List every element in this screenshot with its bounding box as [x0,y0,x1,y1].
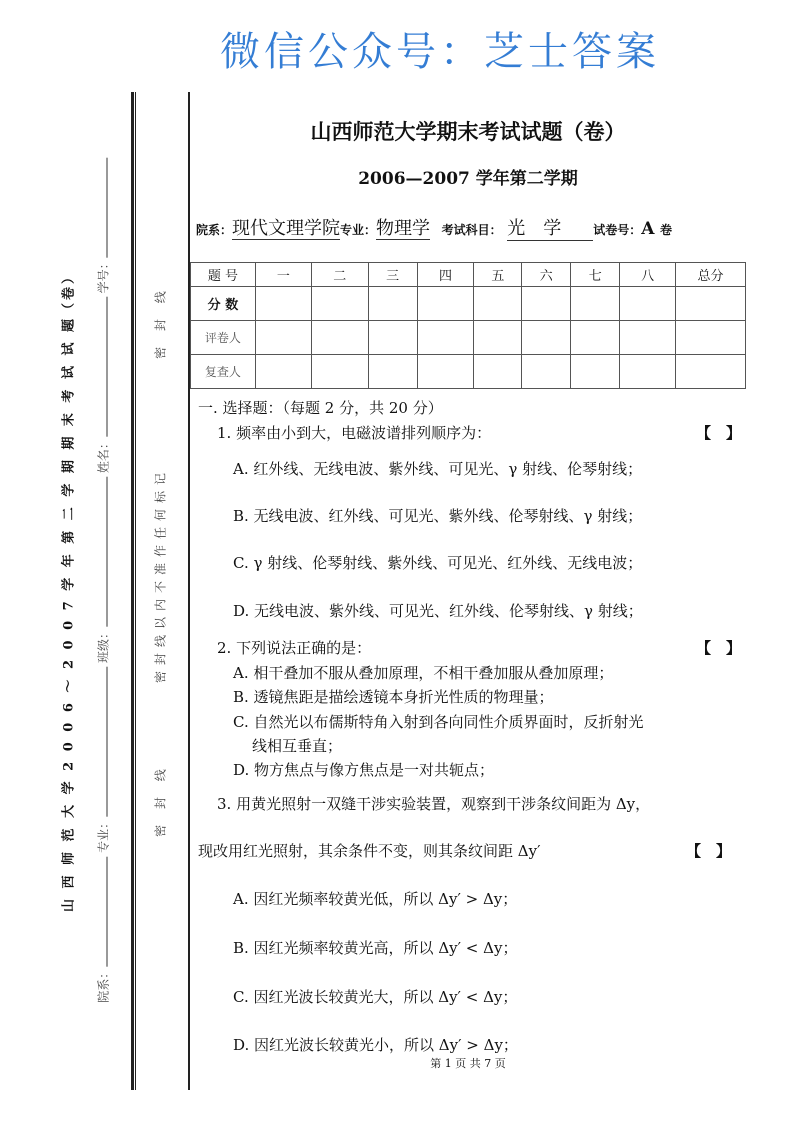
q2-stem: 2. 下列说法正确的是： [217,639,372,657]
section-heading: 一. 选择题：（每题 2 分，共 20 分） [198,399,443,417]
table-row [191,287,746,321]
table-row [191,355,746,389]
q3-option-c: C. 因红光波长较黄光大，所以 Δy′ < Δy； [233,988,518,1006]
dept-value: 现代文理学院 [232,218,341,239]
q3-option-b: B. 因红光频率较黄光高，所以 Δy′ < Δy； [233,939,518,957]
q3-option-a: A. 因红光频率较黄光低，所以 Δy′ > Δy； [233,890,518,908]
reviewer-cell[interactable] [417,355,474,389]
header-cell: 三 [368,263,417,287]
major-value: 物理学 [376,218,431,239]
q3-option-d: D. 因红光波长较黄光小，所以 Δy′ > Δy； [233,1036,518,1054]
margin-line-inner [135,92,136,1090]
dept-label: 院系： [196,223,233,237]
field-dept-blank[interactable] [107,857,108,967]
grader-cell[interactable] [474,321,522,355]
header-cell: 八 [620,263,676,287]
reviewer-cell[interactable] [474,355,522,389]
header-cell: 总分 [676,263,746,287]
q1-option-c: C. γ 射线、伦琴射线、紫外线、可见光、红外线、无线电波； [233,554,643,572]
exam-info-row [196,214,672,241]
table-header-row [191,263,746,287]
header-cell: 二 [311,263,368,287]
reviewer-cell[interactable] [620,355,676,389]
reviewer-cell[interactable] [571,355,620,389]
row-label-reviewer: 复查人 [191,355,256,389]
field-id: 学号： [96,257,111,294]
header-cell: 七 [571,263,620,287]
q2-answer-bracket[interactable]: 【 】 [696,639,742,657]
paper-suffix: 卷 [660,223,673,237]
q1-answer-bracket[interactable]: 【 】 [696,424,742,442]
major-label: 专业： [340,223,377,237]
score-cell[interactable] [571,287,620,321]
grader-cell[interactable] [311,321,368,355]
header-cell: 一 [255,263,311,287]
grader-cell[interactable] [522,321,571,355]
q2-option-d: D. 物方焦点与像方焦点是一对共轭点； [233,761,495,779]
header-cell: 题 号 [191,263,256,287]
header-cell: 四 [417,263,474,287]
seal-line-top: 密 封 线 [153,285,168,359]
subject-value: 光 学 [507,214,593,241]
page-footer: 第 1 页 共 7 页 [430,1057,506,1070]
field-class: 班级： [96,626,111,664]
row-label-score: 分 数 [191,287,256,321]
score-cell[interactable] [620,287,676,321]
grader-cell[interactable] [620,321,676,355]
field-class-blank[interactable] [107,477,108,627]
q2-option-a: A. 相干叠加不服从叠加原理，不相干叠加服从叠加原理； [233,664,614,682]
field-major: 专业： [96,816,111,853]
watermark: 微信公众号：芝士答案 [220,29,660,75]
field-name: 姓名： [96,437,111,474]
score-cell[interactable] [255,287,311,321]
reviewer-cell[interactable] [368,355,417,389]
q1-option-a: A. 红外线、无线电波、紫外线、可见光、γ 射线、伦琴射线； [233,460,643,478]
grader-cell[interactable] [676,321,746,355]
page-title: 山西师范大学期末考试试题（卷） [310,120,626,144]
q2-option-c-cont: 线相互垂直； [252,737,343,755]
paper-value: A [641,219,655,239]
term: 2006—2007 学年第二学期 [358,169,578,189]
reviewer-cell[interactable] [522,355,571,389]
margin-student-fields [95,157,112,1002]
score-cell[interactable] [522,287,571,321]
grader-cell[interactable] [368,321,417,355]
row-label-grader: 评卷人 [191,321,256,355]
score-cell[interactable] [474,287,522,321]
content-border-line [188,92,190,1090]
header-cell: 六 [522,263,571,287]
seal-line-bottom: 密 封 线 [153,763,168,837]
grader-cell[interactable] [417,321,474,355]
field-major-blank[interactable] [107,667,108,817]
q2-option-c: C. 自然光以布儒斯特角入射到各向同性介质界面时，反折射光 [233,713,644,731]
score-cell[interactable] [311,287,368,321]
margin-double-line [131,92,134,1090]
score-cell[interactable] [368,287,417,321]
grader-cell[interactable] [571,321,620,355]
field-name-blank[interactable] [107,297,108,437]
grader-cell[interactable] [255,321,311,355]
score-cell[interactable] [417,287,474,321]
q3-stem-line2: 现改用红光照射，其余条件不变，则其条纹间距 Δy′ [198,842,541,860]
q1-stem: 1. 频率由小到大，电磁波谱排列顺序为： [217,424,492,442]
q3-stem-line1: 3. 用黄光照射一双缝干涉实验装置，观察到干涉条纹间距为 Δy， [217,795,651,813]
field-id-blank[interactable] [107,157,108,257]
field-dept: 院系： [96,966,111,1003]
table-row [191,321,746,355]
q1-option-b: B. 无线电波、红外线、可见光、紫外线、伦琴射线、γ 射线； [233,507,643,525]
seal-line-notice: 密封线以内不准作任何标记 [153,466,168,684]
score-cell[interactable] [676,287,746,321]
q3-answer-bracket[interactable]: 【 】 [686,842,732,860]
header-cell: 五 [474,263,522,287]
score-table [190,262,746,389]
reviewer-cell[interactable] [255,355,311,389]
q2-option-b: B. 透镜焦距是描绘透镜本身折光性质的物理量； [233,688,554,706]
subject-label: 考试科目： [441,223,502,237]
reviewer-cell[interactable] [676,355,746,389]
paper-label: 试卷号： [593,223,642,237]
reviewer-cell[interactable] [311,355,368,389]
q1-option-d: D. 无线电波、紫外线、可见光、红外线、伦琴射线、γ 射线； [233,602,643,620]
margin-exam-title: 山 西 师 范 大 学 2 0 0 6 ～ 2 0 0 7 学 年 第 二 学 期 期 末 考 试 试 题（卷） [61,267,77,913]
